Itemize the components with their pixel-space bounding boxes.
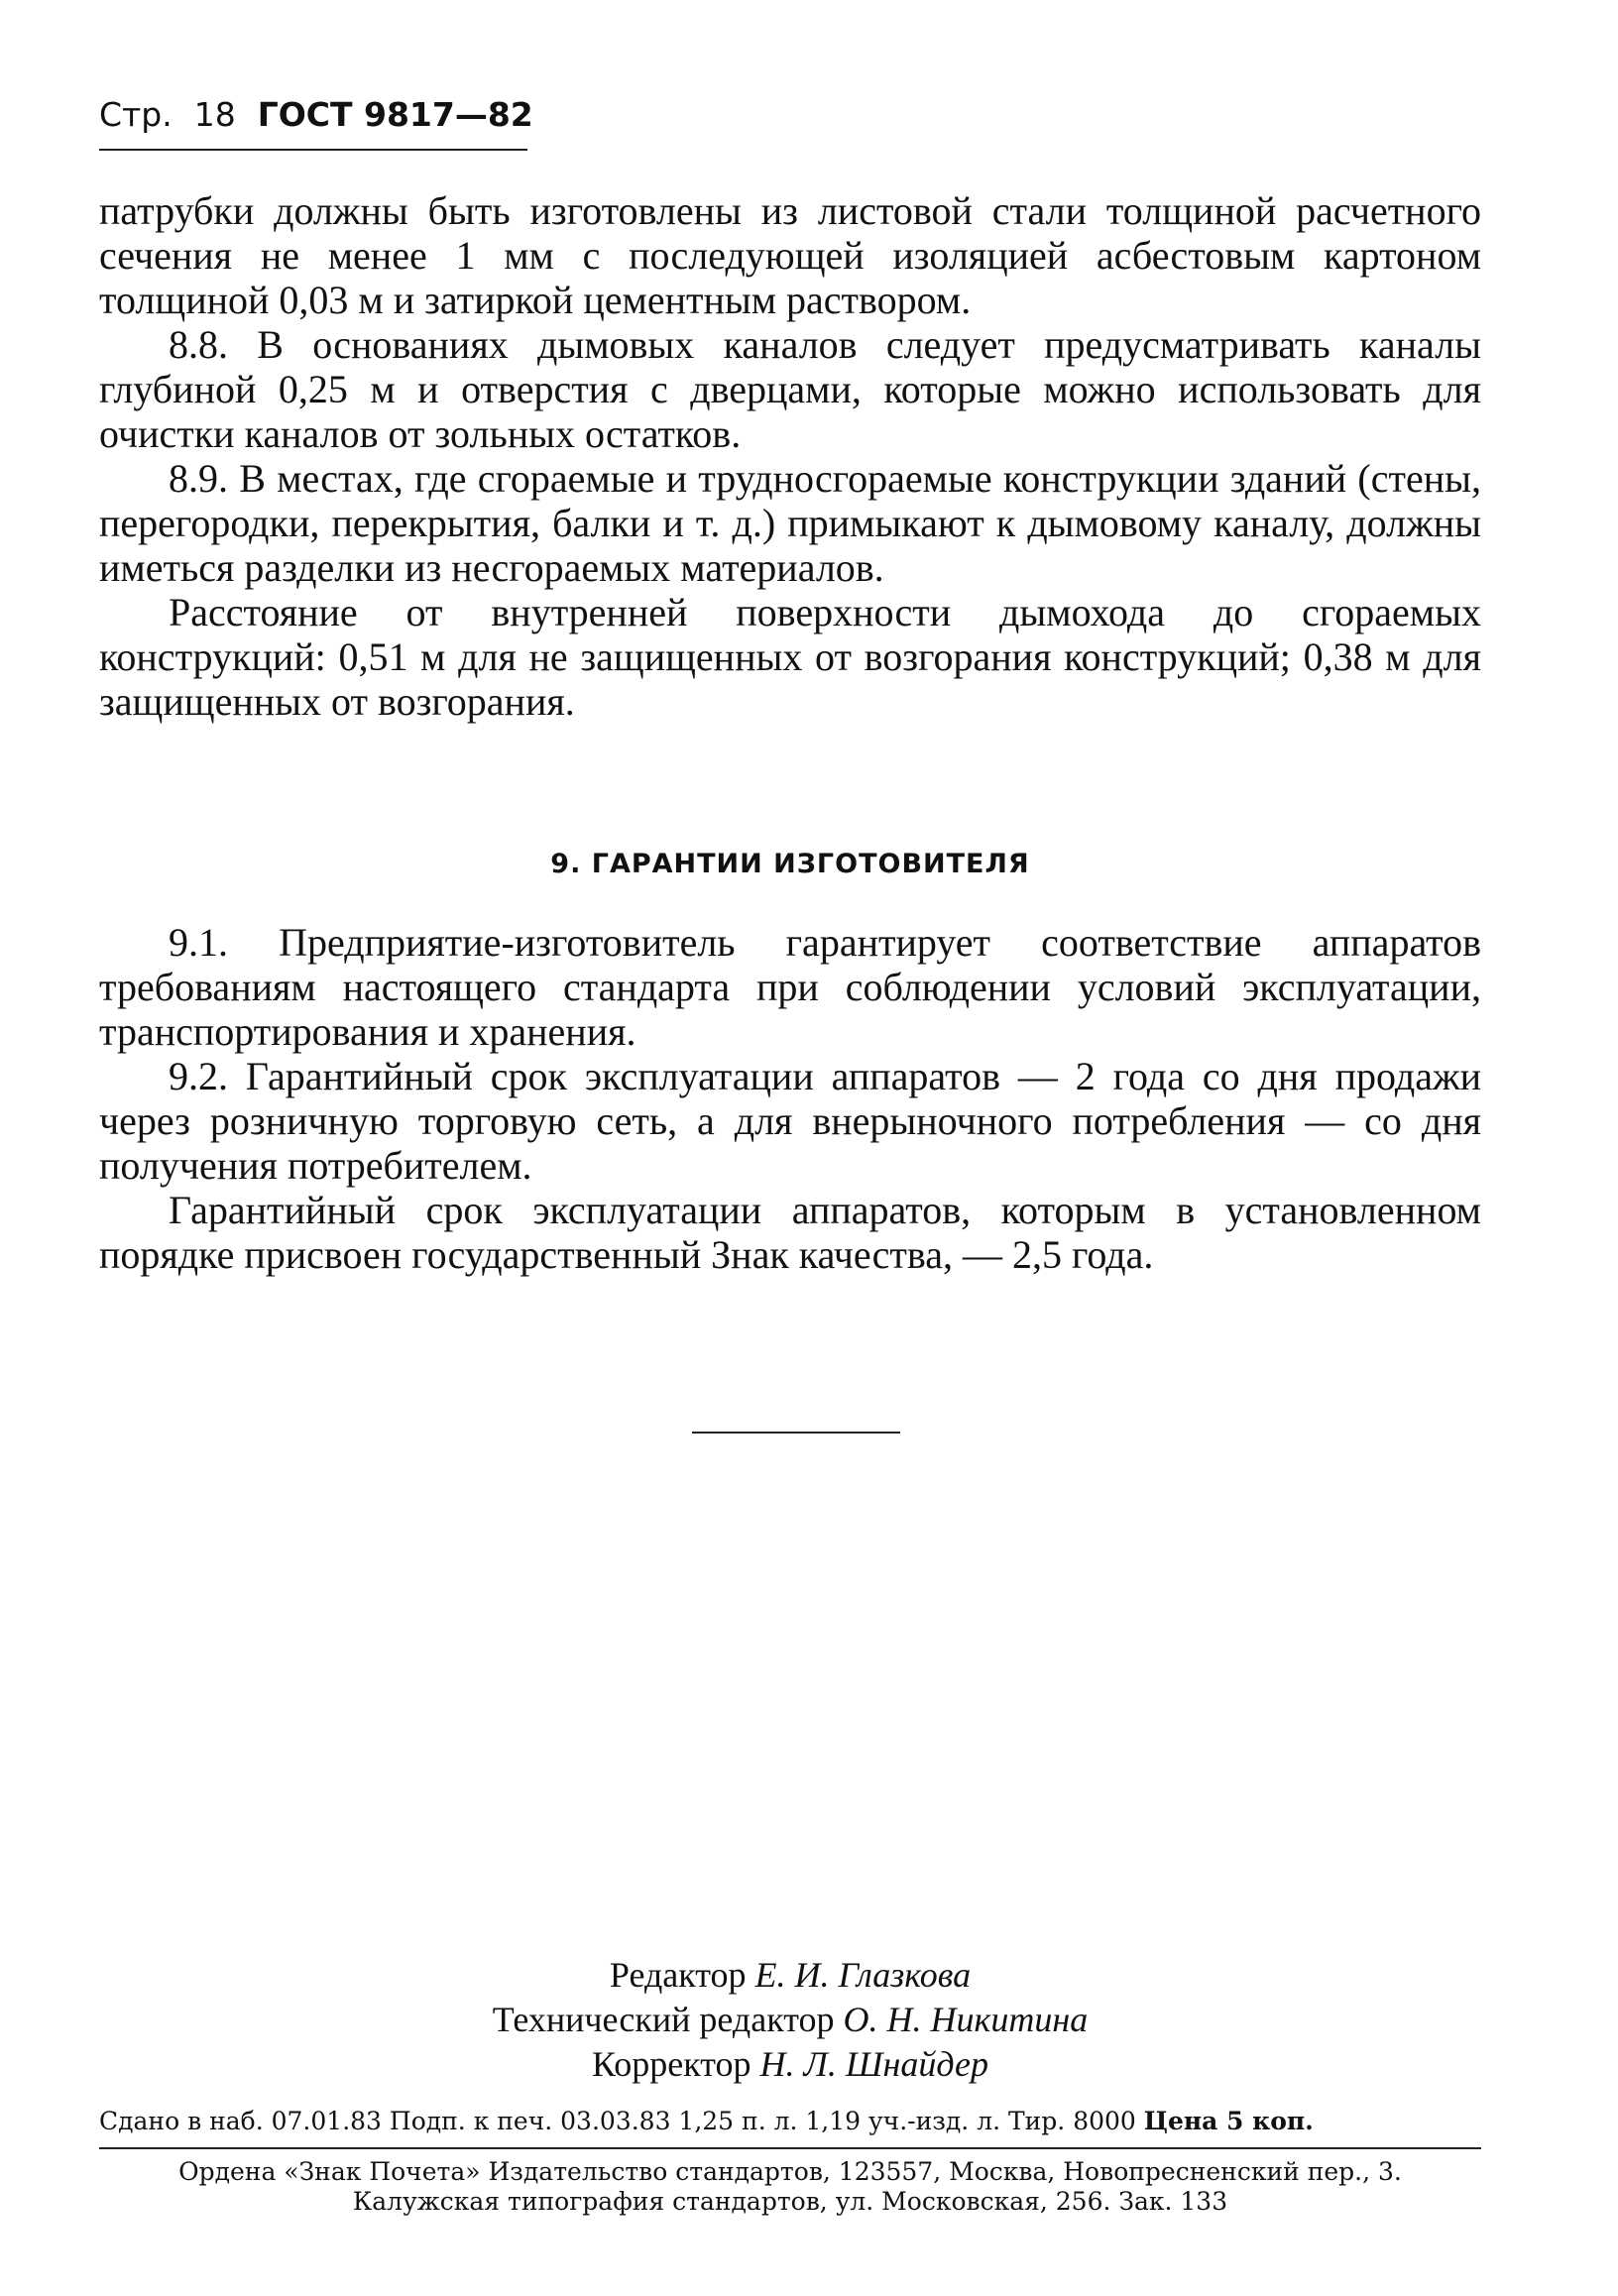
imprint-price: Цена 5 коп. [1143, 2107, 1314, 2135]
body-text-section-9 [99, 920, 1481, 1277]
paragraph-9-2: 9.2. Гарантийный срок эксплуатации аппаратов — 2 года со дня продажи через розничную торговую сеть, а для внерыночного потребления — со дня получения потребителем. [99, 1054, 1481, 1188]
section-title: 9. ГАРАНТИИ ИЗГОТОВИТЕЛЯ [550, 849, 1030, 879]
imprint-line [99, 2106, 1481, 2137]
paragraph-8-8: 8.8. В основаниях дымовых каналов следует предусматривать каналы глубиной 0,25 м и отверстия с дверцами, которые можно использовать для очистки каналов от зольных остатков. [99, 322, 1481, 456]
publisher-line-2: Калужская типография стандартов, ул. Московская, 256. Зак. 133 [352, 2187, 1228, 2216]
corrector-line [99, 2042, 1481, 2087]
credits-block [99, 1953, 1481, 2087]
editor-line [99, 1953, 1481, 1998]
imprint-details: Сдано в наб. 07.01.83 Подп. к печ. 03.03.83 1,25 п. л. 1,19 уч.-изд. л. Тир. 8000 [99, 2107, 1136, 2135]
editor-role: Редактор [609, 1955, 747, 1995]
paragraph-distance: Расстояние от внутренней поверхности дымохода до сгораемых конструкций: 0,51 м для не защищенных от возгорания конструкций; 0,38 м для защищенных от возгорания. [99, 590, 1481, 724]
publisher-block [99, 2157, 1481, 2217]
publisher-line-1: Ордена «Знак Почета» Издательство стандартов, 123557, Москва, Новопресненский пер., 3. [178, 2157, 1402, 2186]
running-header [99, 95, 533, 135]
corrector-role: Корректор [592, 2044, 751, 2084]
page-number: 18 [193, 95, 236, 134]
paragraph-9-1: 9.1. Предприятие-изготовитель гарантирует соответствие аппаратов требованиям настоящего стандарта при соблюдении условий эксплуатации, транспортирования и хранения. [99, 920, 1481, 1054]
paragraph-8-9: 8.9. В местах, где сгораемые и трудносгораемые конструкции зданий (стены, перегородки, перекрытия, балки и т. д.) примыкают к дымовому каналу, должны иметься разделки из несгораемых материалов. [99, 456, 1481, 590]
paragraph-quality-mark: Гарантийный срок эксплуатации аппаратов, которым в установленном порядке присвоен государственный Знак качества, — 2,5 года. [99, 1188, 1481, 1277]
section-end-rule [692, 1432, 900, 1434]
paragraph-continuation: патрубки должны быть изготовлены из листовой стали толщиной расчетного сечения не менее 1 мм с последующей изоляцией асбестовым картоном толщиной 0,03 м и затиркой цементным раствором. [99, 188, 1481, 322]
corrector-name: Н. Л. Шнайдер [759, 2044, 988, 2084]
tech-editor-name: О. Н. Никитина [843, 2000, 1089, 2039]
tech-editor-role: Технический редактор [492, 2000, 835, 2039]
page-label: Стр. [99, 95, 173, 134]
body-text-top [99, 188, 1481, 724]
tech-editor-line [99, 1998, 1481, 2042]
editor-name: Е. И. Глазкова [754, 1955, 972, 1995]
header-rule [99, 149, 527, 151]
standard-code: ГОСТ 9817—82 [257, 95, 533, 134]
imprint-rule [99, 2147, 1481, 2149]
